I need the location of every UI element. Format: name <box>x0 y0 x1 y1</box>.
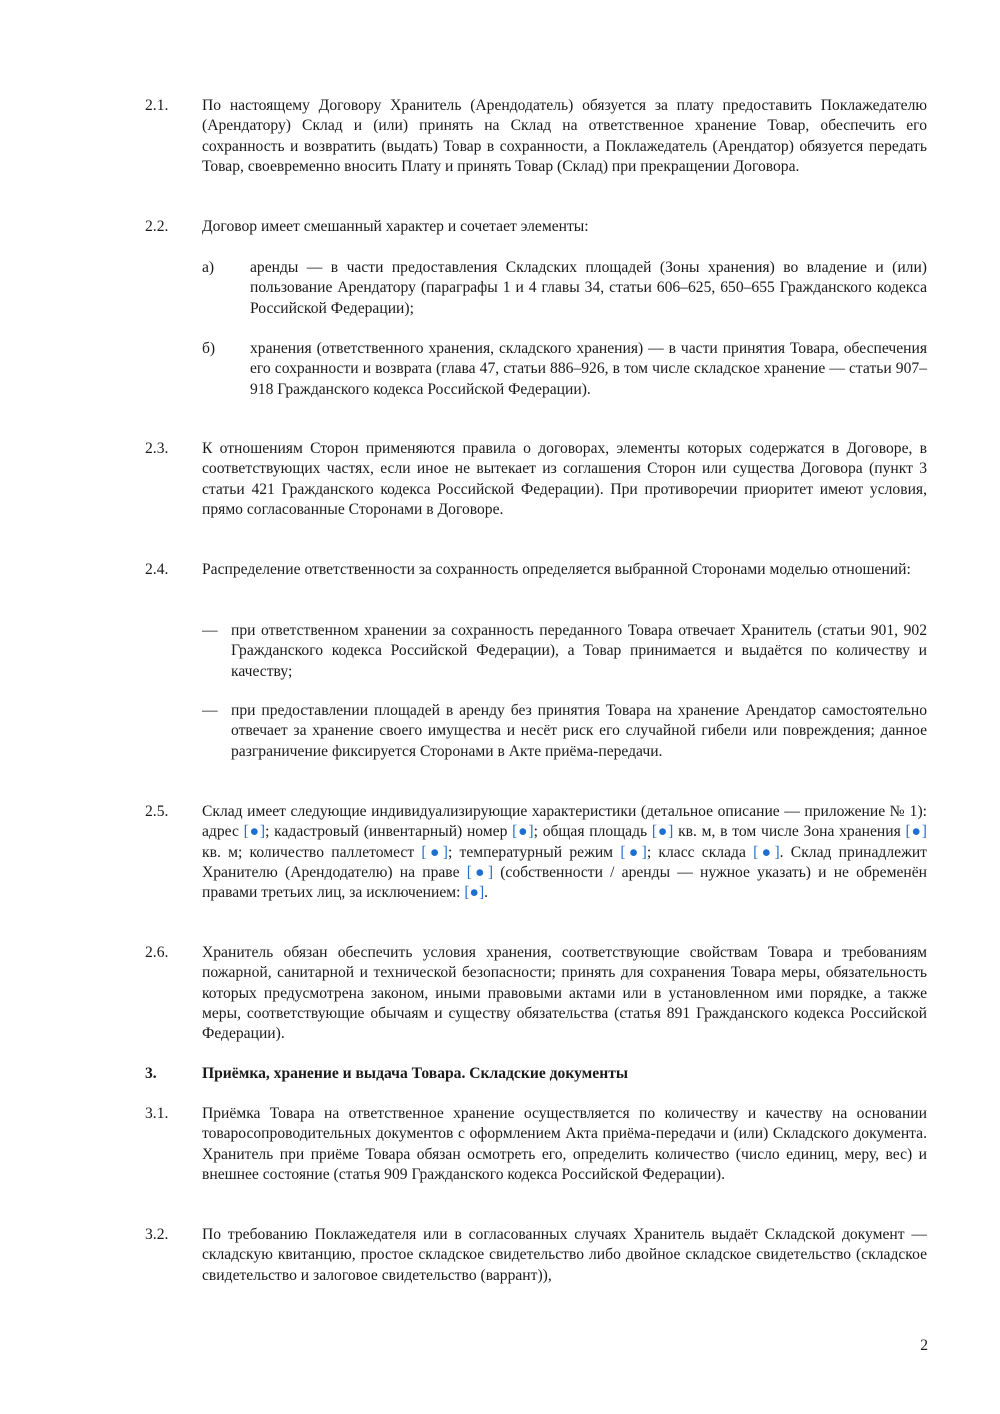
clause-2-3 <box>145 439 927 520</box>
clause-2-4 <box>145 560 927 580</box>
dash-bullet: — <box>202 702 218 719</box>
placeholder-temperature-mode[interactable]: [●] <box>620 843 647 861</box>
placeholder-ownership-right[interactable]: [●] <box>466 863 494 881</box>
clause-2-5 <box>145 802 927 903</box>
section-title: Приёмка, хранение и выдача Товара. Складские документы <box>202 1065 629 1082</box>
section-number: 3. <box>145 1065 157 1082</box>
placeholder-pallet-places[interactable]: [●] <box>421 843 448 861</box>
dash-bullet: — <box>202 622 218 639</box>
placeholder-cadastral-number[interactable]: [●] <box>512 823 534 841</box>
item-text: при ответственном хранении за сохранность переданного Товара отвечает Хранитель (статьи 901, 902 Гражданского кодекса Российской Федерации), а Товар принимается и выдаётся по количеству и качеству; <box>231 622 927 680</box>
clause-text: По настоящему Договору Хранитель (Арендодатель) обязуется за плату предоставить Поклажедателю (Арендатору) Склад и (или) принять на Склад на ответственное хранение Товар, обеспечить его сохранность и возвратить (выдать) Товар в сохранности, а Поклажедатель (Арендатор) обязуется передать Товар, своевременно вносить Плату и принять Товар (Склад) при прекращении Договора. <box>202 97 927 175</box>
clause-number: 3.1. <box>145 1105 169 1122</box>
clause-text: Склад имеет следующие индивидуализирующие характеристики (детальное описание — приложение № 1): адрес [●]; кадастровый (инвентарный) номер [●]; общая площадь [●] кв. м, в том числе Зона хранения [●] кв. м; количество паллетомест [●]; температурный режим [●]; класс склада [●]. Склад принадлежит Хранителю (Арендодателю) на праве [●] (собственности / аренды — нужное указать) и не обременён правами третьих лиц, за исключением: [●]. <box>202 803 928 902</box>
section-3-heading <box>145 1064 927 1084</box>
clause-2-2 <box>145 217 927 237</box>
clause-3-1 <box>145 1104 927 1185</box>
item-text: аренды — в части предоставления Складских площадей (Зоны хранения) во владение и (или) пользование Арендатору (параграфы 1 и 4 главы 34, статьи 606–625, 650–655 Гражданского кодекса Российской Федерации); <box>250 259 927 317</box>
clause-3-2 <box>145 1225 927 1286</box>
clause-text: Распределение ответственности за сохранность определяется выбранной Сторонами моделью отношений: <box>202 561 911 578</box>
clause-text: Хранитель обязан обеспечить условия хранения, соответствующие свойствам Товара и требованиям пожарной, санитарной и технической безопасности; принять для сохранения Товара меры, обязательность которых предусмотрена законом, иными правовыми актами или в установленном ими порядке, а также меры, соответствующие обычаям и существу обязательства (статья 891 Гражданского кодекса Российской Федерации). <box>202 944 927 1043</box>
clause-number: 2.4. <box>145 561 169 578</box>
clause-2-6 <box>145 943 927 1044</box>
item-text: хранения (ответственного хранения, складского хранения) — в части принятия Товара, обеспечения его сохранности и возврата (глава 47, статьи 886–926, в том числе складское хранение — статьи 907–918 Гражданского кодекса Российской Федерации). <box>250 340 927 398</box>
clause-number: 2.2. <box>145 218 169 235</box>
placeholder-storage-zone-area[interactable]: [●] <box>905 823 927 841</box>
page-number: 2 <box>920 1337 928 1354</box>
clause-text: Приёмка Товара на ответственное хранение осуществляется по количеству и качеству на основании товаросопроводительных документов с оформлением Акта приёма-передачи и (или) Складского документа. Хранитель при приёме Товара обязан осмотреть его, определить количество (число единиц, меру, вес) и внешнее состояние (статья 909 Гражданского кодекса Российской Федерации). <box>202 1105 927 1183</box>
clause-number: 2.1. <box>145 97 169 114</box>
clause-2-4-item-1 <box>202 621 927 682</box>
clause-number: 3.2. <box>145 1226 169 1243</box>
clause-text: По требованию Поклажедателя или в согласованных случаях Хранитель выдаёт Складской документ — складскую квитанцию, простое складское свидетельство либо двойное складское свидетельство (складское свидетельство и залоговое свидетельство (варрант)), <box>202 1226 927 1284</box>
placeholder-total-area[interactable]: [●] <box>651 823 674 841</box>
clause-text: Договор имеет смешанный характер и сочетает элементы: <box>202 218 589 235</box>
placeholder-warehouse-class[interactable]: [●] <box>753 843 780 861</box>
clause-2-1 <box>145 96 927 177</box>
clause-2-2-item-a <box>202 258 927 319</box>
clause-number: 2.3. <box>145 440 169 457</box>
clause-2-2-item-b <box>202 339 927 400</box>
clause-number: 2.5. <box>145 803 169 820</box>
placeholder-encumbrance-exceptions[interactable]: [●] <box>464 884 485 902</box>
placeholder-address[interactable]: [●] <box>243 823 266 841</box>
clause-text: К отношениям Сторон применяются правила о договорах, элементы которых содержатся в Договоре, в соответствующих частях, если иное не вытекает из соглашения Сторон или существа Договора (пункт 3 статьи 421 Гражданского кодекса Российской Федерации). При противоречии приоритет имеют условия, прямо согласованные Сторонами в Договоре. <box>202 440 927 518</box>
item-label: а) <box>202 259 215 276</box>
clause-2-4-item-2 <box>202 701 927 762</box>
item-label: б) <box>202 340 216 357</box>
clause-number: 2.6. <box>145 944 169 961</box>
item-text: при предоставлении площадей в аренду без принятия Товара на хранение Арендатор самостоятельно отвечает за хранение своего имущества и несёт риск его случайной гибели или повреждения; данное разграничение фиксируется Сторонами в Акте приёма-передачи. <box>231 702 927 760</box>
